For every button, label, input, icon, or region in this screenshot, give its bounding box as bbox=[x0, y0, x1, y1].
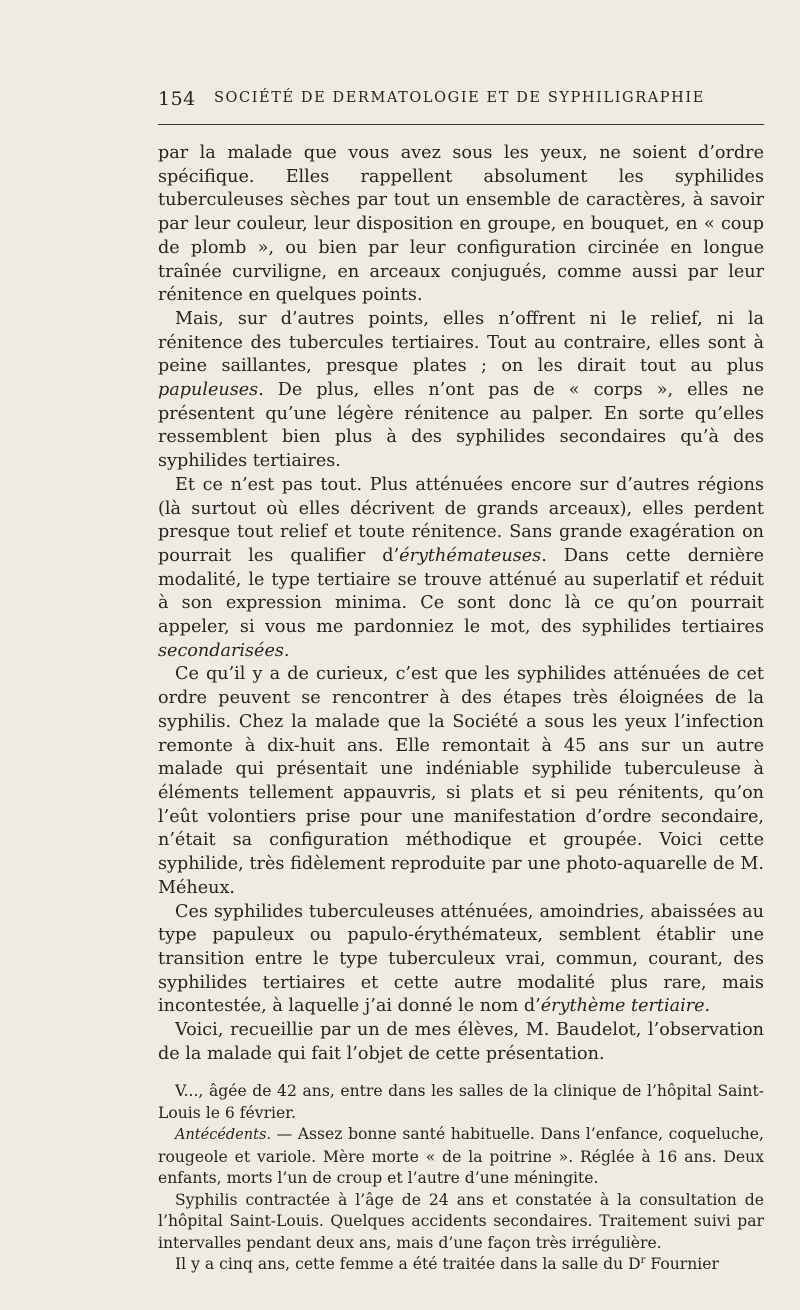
paragraph bbox=[158, 308, 764, 474]
italic-term: érythémateuses bbox=[399, 545, 542, 566]
paragraph-text: par la malade que vous avez sous les yeux, ne soient d’ordre spécifique. Elles rappellent absolument les syphilides tuberculeuses sèches par tout un ensemble de caractères, à savoir par leur couleur, leur disposition en groupe, en bouquet, en « coup de plomb », ou bien par leur configuration circinée en longue traînée curviligne, en arceaux conjugués, comme aussi par leur rénitence en quelques points. bbox=[158, 143, 764, 306]
section-lead: Antécédents. bbox=[175, 1127, 271, 1144]
observation-paragraph bbox=[158, 1124, 764, 1190]
page-body bbox=[158, 142, 764, 1276]
paragraph-text: Et ce n’est pas tout. Plus atténuées encore sur d’autres régions (là surtout où elles décrivent de grands arceaux), elles perdent presque tout relief et toute rénitence. Sans grande exagération on pourrait les qualifier d’ bbox=[158, 474, 764, 566]
paragraph bbox=[158, 474, 764, 664]
paragraph bbox=[158, 1019, 764, 1066]
observation-paragraph bbox=[158, 1081, 764, 1124]
page-number: 154 bbox=[158, 88, 196, 110]
paragraph bbox=[158, 663, 764, 900]
paragraph bbox=[158, 901, 764, 1020]
observation-section bbox=[158, 1081, 764, 1276]
observation-paragraph bbox=[158, 1254, 764, 1276]
paragraph-text: V..., âgée de 42 ans, entre dans les salles de la clinique de l’hôpital Saint-Louis le 6 février. bbox=[158, 1082, 764, 1122]
paragraph bbox=[158, 142, 764, 308]
paragraph-text: Syphilis contractée à l’âge de 24 ans et constatée à la consultation de l’hôpital Saint-Louis. Quelques accidents secondaires. Traitement suivi par intervalles pendant deux ans, mais d’une façon très irrégulière. bbox=[158, 1190, 764, 1252]
italic-term: érythème tertiaire bbox=[540, 996, 705, 1017]
italic-term: papuleuses bbox=[158, 380, 259, 401]
paragraph-text: . bbox=[283, 640, 290, 661]
paragraph-text: Ces syphilides tuberculeuses atténuées, amoindries, abaissées au type papuleux ou papulo-érythémateux, semblent établir une transition entre le type tuberculeux vrai, commun, courant, des syphilides tertiaires et cette autre modalité plus rare, mais incontestée, à laquelle j’ai donné le nom d’ bbox=[158, 901, 764, 1017]
paragraph-text: Il y a cinq ans, cette femme a été traitée dans la salle du D bbox=[175, 1255, 641, 1274]
paragraph-text: Mais, sur d’autres points, elles n’offrent ni le relief, ni la rénitence des tubercules tertiaires. Tout au contraire, elles sont à peine saillantes, presque plates ; on les dirait tout au plus bbox=[158, 308, 764, 377]
superscript: r bbox=[640, 1255, 646, 1267]
header-rule bbox=[158, 124, 764, 125]
paragraph-text: . Dans cette dernière modalité, le type tertiaire se trouve atténué au superlatif et réduit à son expression minima. Ce sont donc là ce qu’on pourrait appeler, si vous me pardonniez le mot, des syphilides tertiaires bbox=[158, 545, 764, 638]
paragraph-text: Ce qu’il y a de curieux, c’est que les syphilides atténuées de cet ordre peuvent se rencontrer à des étapes très éloignées de la syphilis. Chez la malade que la Société a sous les yeux l’infection remonte à dix-huit ans. Elle remontait à 45 ans sur un autre malade qui présentait une indéniable syphilide tuberculeuse à éléments tellement appauvris, si plats et si peu rénitents, qu’on l’eût volontiers prise pour une manifestation d’ordre secondaire, n’était sa configuration méthodique et groupée. Voici cette syphilide, très fidèlement reproduite par une photo-aquarelle de M. Méheux. bbox=[158, 664, 764, 898]
paragraph-text: . De plus, elles n’ont pas de « corps », elles ne présentent qu’une légère rénitence au palper. En sorte qu’elles ressemblent bien plus à des syphilides secondaires qu’à des syphilides tertiaires. bbox=[158, 380, 764, 472]
paragraph-text: — Assez bonne santé habituelle. Dans l’enfance, coqueluche, rougeole et variole. Mère morte « de la poitrine ». Réglée à 16 ans. Deux enfants, morts l’un de croup et l’autre d’une méningite. bbox=[158, 1125, 764, 1188]
running-title: SOCIÉTÉ DE DERMATOLOGIE ET DE SYPHILIGRAPHIE bbox=[214, 90, 705, 106]
paragraph-text: . bbox=[704, 996, 711, 1017]
paragraph-text: Fournier bbox=[645, 1255, 719, 1274]
observation-paragraph bbox=[158, 1190, 764, 1255]
paragraph-text: Voici, recueillie par un de mes élèves, M. Baudelot, l’observation de la malade qui fait l’objet de cette présentation. bbox=[158, 1020, 764, 1064]
italic-term: secondarisées bbox=[158, 640, 284, 661]
running-header bbox=[158, 88, 764, 112]
